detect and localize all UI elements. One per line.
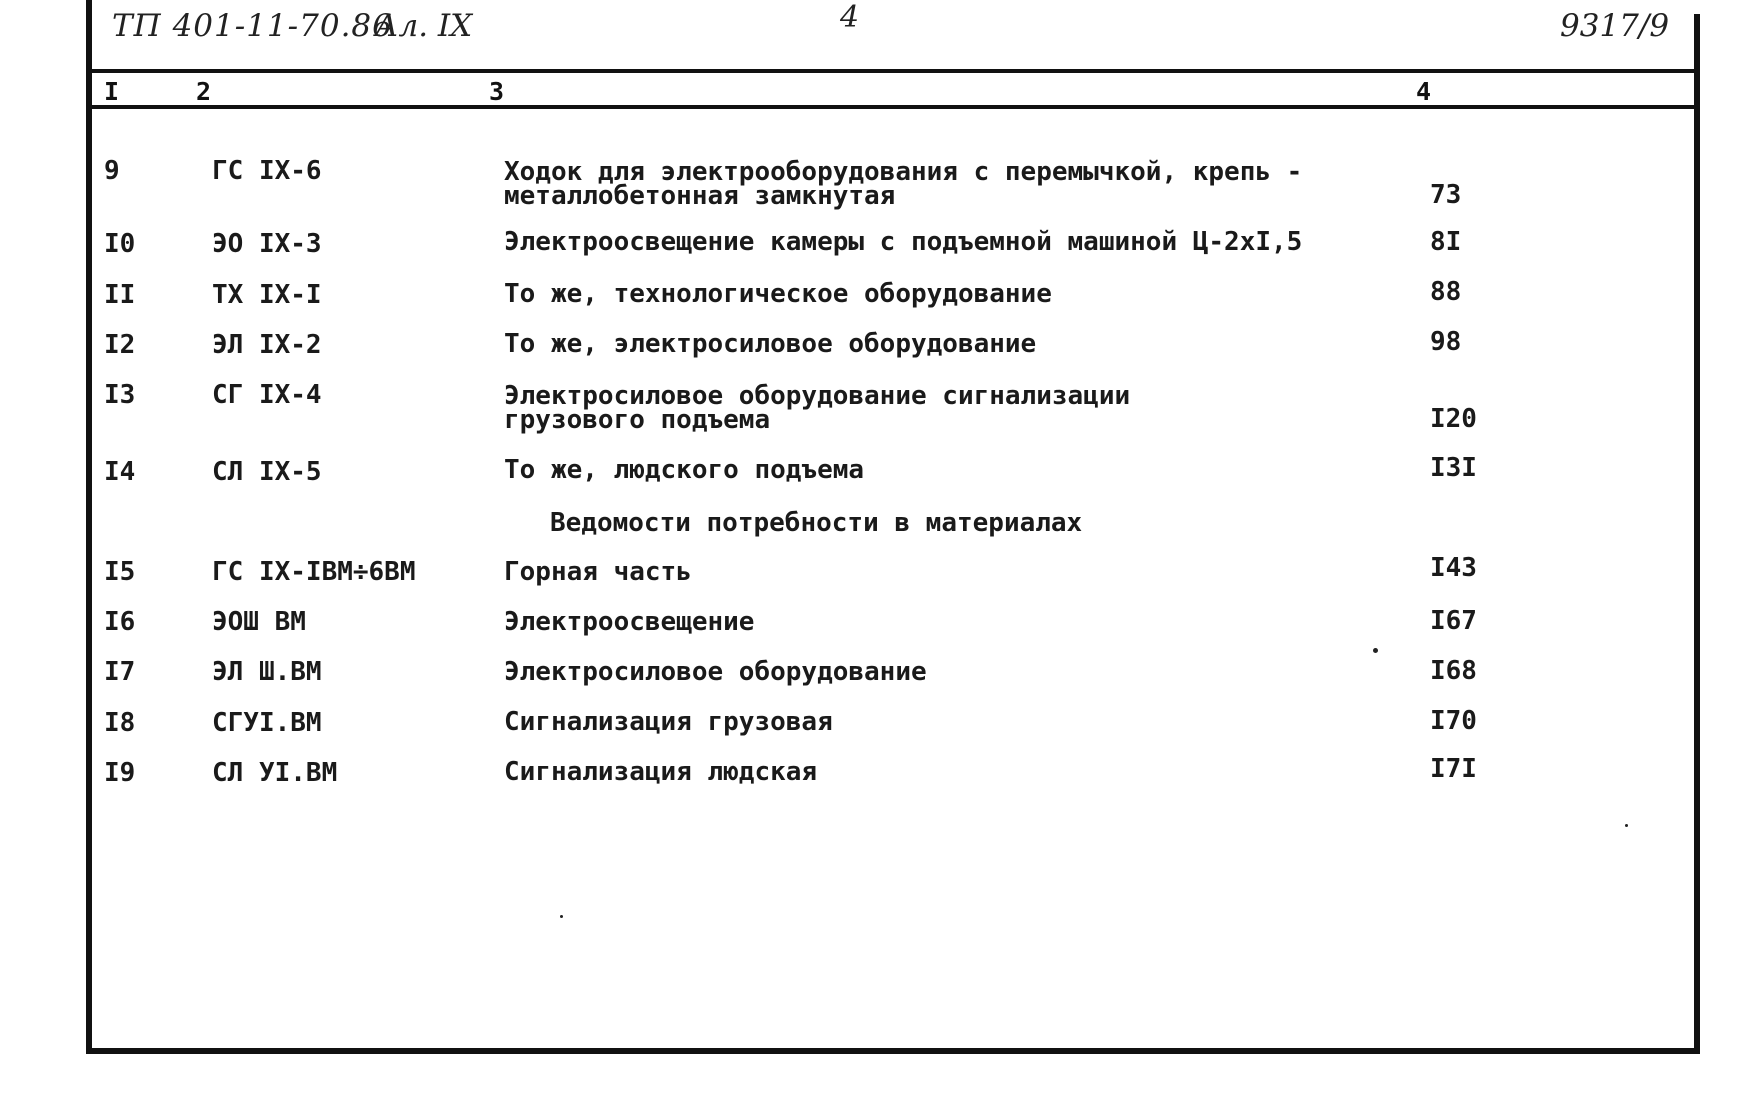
column-header-1: I — [104, 77, 120, 106]
document-code: ТП 401-11-70.86 — [112, 8, 393, 44]
header-top-rule — [92, 69, 1694, 73]
row-code: СГУI.ВМ — [212, 708, 322, 738]
row-number: I3 — [104, 380, 136, 410]
row-page: I20 — [1430, 404, 1477, 434]
row-number: I2 — [104, 330, 136, 360]
frame-bottom-border — [86, 1048, 1700, 1054]
row-number: I0 — [104, 229, 136, 259]
row-description-line: То же, электросиловое оборудование — [504, 329, 1037, 359]
column-header-4: 4 — [1416, 77, 1432, 106]
row-number: I8 — [104, 708, 136, 738]
row-description-line: То же, людского подъема — [504, 455, 865, 485]
row-number: I4 — [104, 457, 136, 487]
row-number: II — [104, 280, 136, 310]
row-page: I68 — [1430, 656, 1477, 686]
column-header-3: 3 — [489, 77, 505, 106]
album-number: Ал. IX — [375, 8, 473, 44]
frame-right-border — [1694, 14, 1700, 1054]
row-description-line: Сигнализация грузовая — [504, 707, 833, 737]
row-code: ГС IX-IВМ÷6ВМ — [212, 557, 416, 587]
inventory-number: 9317/9 — [1560, 8, 1670, 44]
scan-speck — [1373, 648, 1378, 653]
row-page: I70 — [1430, 706, 1477, 736]
row-page: I3I — [1430, 453, 1477, 483]
row-code: ЭЛ Ш.ВМ — [212, 657, 322, 687]
row-description-line: Сигнализация людская — [504, 757, 818, 787]
header-bottom-rule — [92, 105, 1694, 109]
row-number: I5 — [104, 557, 136, 587]
row-code: СЛ IX-5 — [212, 457, 322, 487]
row-description-line: металлобетонная замкнутая — [504, 181, 896, 211]
row-description-line: То же, технологическое оборудование — [504, 279, 1052, 309]
row-number: I7 — [104, 657, 136, 687]
row-description-line: Ходок для электрооборудования с перемычкой, крепь - — [504, 157, 1303, 187]
row-page: 98 — [1430, 327, 1462, 357]
row-page: 8I — [1430, 227, 1462, 257]
row-number: I9 — [104, 758, 136, 788]
row-code: ЭЛ IX-2 — [212, 330, 322, 360]
row-description-line: Электроосвещение — [504, 607, 755, 637]
row-code: ЭОШ ВМ — [212, 607, 306, 637]
section-title: Ведомости потребности в материалах — [550, 508, 1083, 538]
row-code: ГС IX-6 — [212, 156, 322, 186]
row-description-line: грузового подъема — [504, 405, 771, 435]
row-page: I43 — [1430, 553, 1477, 583]
row-code: ЭО IX-3 — [212, 229, 322, 259]
page-number: 4 — [840, 0, 860, 35]
row-description-line: Электроосвещение камеры с подъемной машиной Ц-2хI,5 — [504, 227, 1303, 257]
row-page: I67 — [1430, 606, 1477, 636]
row-description-line: Горная часть — [504, 557, 692, 587]
row-number: 9 — [104, 156, 120, 186]
row-code: СГ IX-4 — [212, 380, 322, 410]
row-description-line: Электросиловое оборудование сигнализации — [504, 381, 1131, 411]
row-page: I7I — [1430, 754, 1477, 784]
frame-left-border — [86, 0, 92, 1052]
row-page: 73 — [1430, 180, 1462, 210]
column-header-2: 2 — [196, 77, 212, 106]
row-description-line: Электросиловое оборудование — [504, 657, 927, 687]
row-page: 88 — [1430, 277, 1462, 307]
row-code: ТХ IX-I — [212, 280, 322, 310]
row-number: I6 — [104, 607, 136, 637]
scan-speck — [560, 915, 563, 918]
scan-speck — [1625, 824, 1628, 827]
row-code: СЛ УI.ВМ — [212, 758, 338, 788]
